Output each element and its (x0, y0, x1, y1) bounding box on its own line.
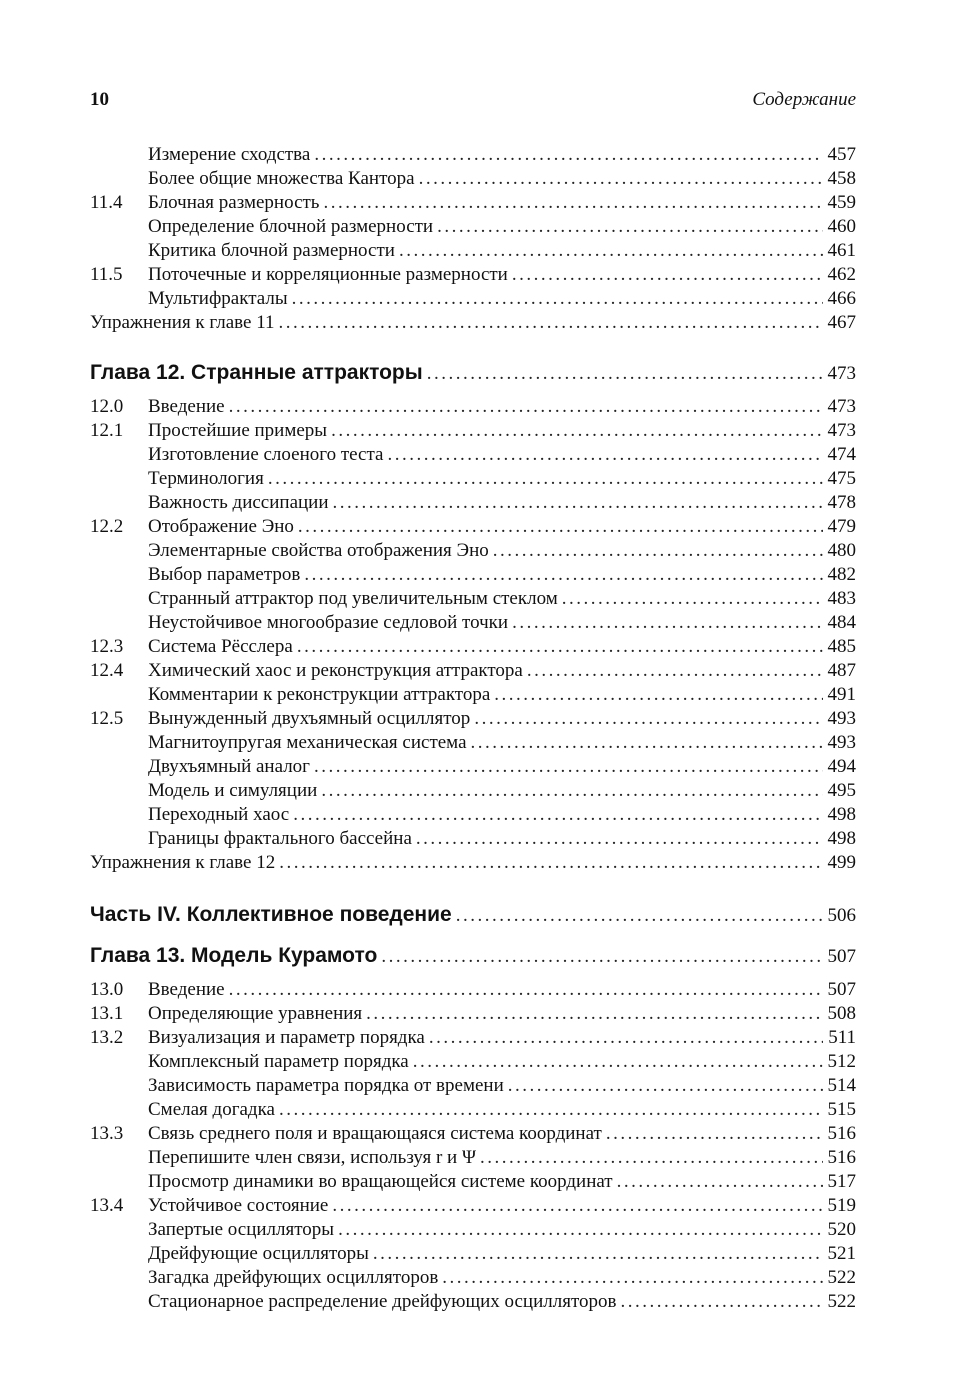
dot-leader (606, 1122, 823, 1146)
toc-entry (90, 1146, 856, 1170)
toc-entry (90, 659, 856, 683)
entry-title: Выбор параметров (148, 564, 301, 585)
entry-page-number: 473 (827, 420, 856, 441)
dot-leader (366, 1002, 823, 1026)
section-number: 12.0 (90, 396, 124, 417)
dot-leader (620, 1290, 823, 1314)
toc-entry (90, 1290, 856, 1314)
toc-entry (90, 563, 856, 587)
entry-page-number: 487 (827, 660, 856, 681)
toc-entry (90, 443, 856, 467)
section-number: 12.1 (90, 420, 124, 441)
dot-leader (229, 395, 823, 419)
entry-page-number: 479 (827, 516, 856, 537)
toc-entry (90, 1266, 856, 1290)
entry-title: Поточечные и корреляционные размерности (148, 264, 508, 285)
dot-leader (332, 1194, 823, 1218)
entry-page-number: 516 (827, 1147, 856, 1168)
toc-entry (90, 1002, 856, 1026)
entry-page-number: 482 (827, 564, 856, 585)
entry-title: Неустойчивое многообразие седловой точки (148, 612, 509, 633)
entry-title: Устойчивое состояние (148, 1195, 329, 1216)
toc-entry (90, 1026, 856, 1050)
toc-heading (90, 901, 856, 930)
entry-page-number: 506 (827, 905, 856, 926)
dot-leader (297, 635, 823, 659)
entry-title: Введение (148, 396, 225, 417)
toc-entry (90, 1050, 856, 1074)
entry-page-number: 461 (827, 240, 856, 261)
entry-title: Важность диссипации (148, 492, 329, 513)
entry-title: Блочная размерность (148, 192, 320, 213)
entry-title: Терминология (148, 468, 264, 489)
dot-leader (304, 563, 823, 587)
entry-title: Переходный хаос (148, 804, 290, 825)
toc-entry (90, 803, 856, 827)
entry-page-number: 522 (827, 1291, 856, 1312)
toc-entry (90, 1074, 856, 1098)
section-number: 13.3 (90, 1123, 124, 1144)
toc-heading (90, 942, 856, 971)
entry-title: Мультифракталы (148, 288, 288, 309)
dot-leader (268, 467, 823, 491)
entry-page-number: 475 (827, 468, 856, 489)
dot-leader (314, 143, 823, 167)
section-number: 12.4 (90, 660, 124, 681)
entry-page-number: 474 (827, 444, 856, 465)
dot-leader (474, 707, 823, 731)
entry-page-number: 519 (827, 1195, 856, 1216)
entry-title: Отображение Эно (148, 516, 294, 537)
entry-page-number: 522 (827, 1267, 856, 1288)
entry-title: Упражнения к главе 11 (90, 312, 275, 333)
entry-title: Определяющие уравнения (148, 1003, 363, 1024)
section-number: 13.0 (90, 979, 124, 1000)
entry-page-number: 478 (827, 492, 856, 513)
entry-page-number: 494 (827, 756, 856, 777)
dot-leader (512, 611, 823, 635)
entry-title: Критика блочной размерности (148, 240, 395, 261)
toc-entry (90, 263, 856, 287)
entry-page-number: 511 (828, 1027, 856, 1048)
entry-page-number: 484 (827, 612, 856, 633)
entry-page-number: 514 (827, 1075, 856, 1096)
dot-leader (373, 1242, 823, 1266)
entry-page-number: 458 (827, 168, 856, 189)
entry-page-number: 483 (827, 588, 856, 609)
entry-page-number: 516 (827, 1123, 856, 1144)
entry-page-number: 493 (827, 708, 856, 729)
toc-entry (90, 395, 856, 419)
entry-title: Определение блочной размерности (148, 216, 434, 237)
entry-page-number: 480 (827, 540, 856, 561)
entry-title: Химический хаос и реконструкция аттрактора (148, 660, 523, 681)
entry-page-number: 460 (827, 216, 856, 237)
dot-leader (229, 978, 823, 1002)
toc-entry (90, 1218, 856, 1242)
entry-page-number: 467 (827, 312, 856, 333)
dot-leader (413, 1050, 823, 1074)
dot-leader (314, 755, 823, 779)
entry-page-number: 520 (827, 1219, 856, 1240)
dot-leader (437, 215, 823, 239)
entry-title: Введение (148, 979, 225, 1000)
entry-page-number: 498 (827, 828, 856, 849)
entry-title: Комплексный параметр порядка (148, 1051, 409, 1072)
entry-title: Упражнения к главе 12 (90, 852, 276, 873)
toc-entry (90, 467, 856, 491)
dot-leader (429, 1026, 823, 1050)
entry-title: Связь среднего поля и вращающаяся система координат (148, 1123, 602, 1144)
entry-title: Магнитоупругая механическая система (148, 732, 467, 753)
dot-leader (399, 239, 823, 263)
dot-leader (493, 539, 823, 563)
entry-title: Зависимость параметра порядка от времени (148, 1075, 504, 1096)
entry-title: Вынужденный двухъямный осциллятор (148, 708, 471, 729)
toc-entry (90, 587, 856, 611)
entry-title: Элементарные свойства отображения Эно (148, 540, 489, 561)
toc-entry (90, 611, 856, 635)
toc-entry (90, 755, 856, 779)
entry-page-number: 512 (827, 1051, 856, 1072)
entry-title: Дрейфующие осцилляторы (148, 1243, 369, 1264)
toc-entry (90, 731, 856, 755)
entry-page-number: 485 (827, 636, 856, 657)
entry-title: Глава 13. Модель Курамото (90, 944, 378, 967)
dot-leader (508, 1074, 823, 1098)
entry-title: Смелая догадка (148, 1099, 275, 1120)
entry-page-number: 521 (827, 1243, 856, 1264)
dot-leader (333, 491, 824, 515)
section-number: 13.2 (90, 1027, 124, 1048)
section-number: 12.2 (90, 516, 124, 537)
section-number: 11.4 (90, 192, 123, 213)
dot-leader (338, 1218, 823, 1242)
dot-leader (293, 803, 823, 827)
toc-entry (90, 683, 856, 707)
toc-entry (90, 311, 856, 335)
running-header: Содержание (752, 89, 856, 110)
entry-page-number: 493 (827, 732, 856, 753)
toc-entry (90, 978, 856, 1002)
dot-leader (419, 167, 823, 191)
entry-title: Простейшие примеры (148, 420, 328, 441)
dot-leader (416, 827, 823, 851)
table-of-contents (90, 143, 856, 1314)
entry-page-number: 515 (827, 1099, 856, 1120)
dot-leader (427, 360, 823, 388)
entry-title: Модель и симуляции (148, 780, 318, 801)
dot-leader (527, 659, 823, 683)
toc-entry (90, 1170, 856, 1194)
entry-page-number: 507 (827, 979, 856, 1000)
dot-leader (494, 683, 823, 707)
toc-entry (90, 827, 856, 851)
toc-entry (90, 215, 856, 239)
entry-title: Двухъямный аналог (148, 756, 310, 777)
dot-leader (331, 419, 823, 443)
dot-leader (292, 287, 823, 311)
toc-entry (90, 191, 856, 215)
toc-heading (90, 359, 856, 388)
entry-page-number: 495 (827, 780, 856, 801)
entry-page-number: 517 (827, 1171, 856, 1192)
dot-leader (480, 1146, 823, 1170)
entry-title: Странный аттрактор под увеличительным стеклом (148, 588, 558, 609)
entry-title: Загадка дрейфующих осцилляторов (148, 1267, 439, 1288)
section-number: 12.5 (90, 708, 124, 729)
entry-page-number: 466 (827, 288, 856, 309)
toc-entry (90, 707, 856, 731)
entry-title: Комментарии к реконструкции аттрактора (148, 684, 491, 705)
section-number: 12.3 (90, 636, 124, 657)
page-header (90, 88, 856, 112)
toc-entry (90, 491, 856, 515)
entry-title: Измерение сходства (148, 144, 311, 165)
page-content (90, 88, 856, 1314)
dot-leader (279, 311, 824, 335)
entry-title: Глава 12. Странные аттракторы (90, 361, 423, 384)
toc-entry (90, 1194, 856, 1218)
toc-entry (90, 539, 856, 563)
dot-leader (279, 851, 823, 875)
dot-leader (321, 779, 823, 803)
entry-page-number: 473 (827, 363, 856, 384)
dot-leader (471, 731, 823, 755)
toc-entry (90, 239, 856, 263)
dot-leader (298, 515, 823, 539)
dot-leader (512, 263, 823, 287)
toc-entry (90, 635, 856, 659)
entry-page-number: 498 (827, 804, 856, 825)
entry-page-number: 459 (827, 192, 856, 213)
page-number: 10 (90, 89, 109, 110)
entry-page-number: 462 (827, 264, 856, 285)
section-number: 13.4 (90, 1195, 124, 1216)
dot-leader (456, 902, 823, 930)
toc-entry (90, 419, 856, 443)
dot-leader (381, 943, 823, 971)
entry-page-number: 499 (827, 852, 856, 873)
dot-leader (617, 1170, 823, 1194)
entry-page-number: 473 (827, 396, 856, 417)
entry-title: Стационарное распределение дрейфующих осцилляторов (148, 1291, 617, 1312)
entry-title: Визуализация и параметр порядка (148, 1027, 425, 1048)
entry-title: Границы фрактального бассейна (148, 828, 412, 849)
entry-page-number: 507 (827, 946, 856, 967)
dot-leader (279, 1098, 823, 1122)
dot-leader (442, 1266, 823, 1290)
entry-title: Изготовление слоеного теста (148, 444, 384, 465)
section-number: 13.1 (90, 1003, 124, 1024)
toc-entry (90, 779, 856, 803)
toc-entry (90, 143, 856, 167)
entry-title: Перепишите член связи, используя r и Ψ (148, 1147, 476, 1168)
entry-page-number: 508 (827, 1003, 856, 1024)
entry-title: Более общие множества Кантора (148, 168, 415, 189)
entry-title: Запертые осцилляторы (148, 1219, 335, 1240)
entry-page-number: 491 (827, 684, 856, 705)
toc-entry (90, 167, 856, 191)
dot-leader (387, 443, 823, 467)
toc-entry (90, 1122, 856, 1146)
entry-title: Часть IV. Коллективное поведение (90, 903, 452, 926)
dot-leader (562, 587, 823, 611)
entry-title: Система Рёсслера (148, 636, 293, 657)
entry-page-number: 457 (827, 144, 856, 165)
toc-entry (90, 851, 856, 875)
toc-entry (90, 1098, 856, 1122)
section-number: 11.5 (90, 264, 123, 285)
toc-entry (90, 287, 856, 311)
toc-entry (90, 1242, 856, 1266)
entry-title: Просмотр динамики во вращающейся системе координат (148, 1171, 613, 1192)
toc-entry (90, 515, 856, 539)
dot-leader (323, 191, 823, 215)
